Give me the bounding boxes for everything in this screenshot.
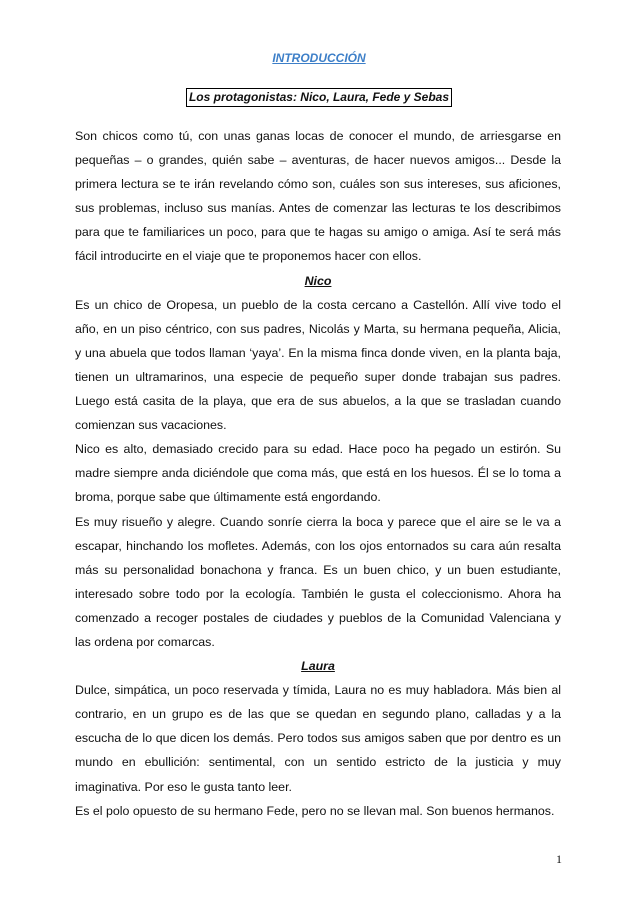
section-heading-laura: Laura [301,659,335,674]
document-subtitle: Los protagonistas: Nico, Laura, Fede y Sebas [186,88,452,107]
intro-paragraph: Son chicos como tú, con unas ganas locas de conocer el mundo, de arriesgarse en pequeñas – o grandes, quién sabe – aventuras, de hacer nuevos amigos... Desde la primera lectura se te irán revelando cómo son, cuáles son sus intereses, sus aficiones, sus problemas, incluso sus manías. Antes de comenzar las lecturas te los describimos para que te familiarices un poco, para que te hagas su amigo o amiga. Así te será más fácil introducirte en el viaje que te proponemos hacer con ellos. [75,129,561,264]
nico-paragraph-1: Es un chico de Oropesa, un pueblo de la costa cercano a Castellón. Allí vive todo el año, en un piso céntrico, con sus padres, Nicolás y Marta, su hermana pequeña, Alicia, y una abuela que todos llaman ‘yaya’. En la misma finca donde viven, en la planta baja, tienen un ultramarinos, una especie de pequeño super donde trabajan sus padres. Luego está casita de la playa, que era de sus abuelos, a la que se trasladan cuando comienzan sus vacaciones. [75,297,561,433]
laura-paragraph-2: Es el polo opuesto de su hermano Fede, pero no se llevan mal. Son buenos hermanos. [75,803,555,818]
document-title: INTRODUCCIÓN [272,51,366,65]
nico-paragraph-3: Es muy risueño y alegre. Cuando sonríe cierra la boca y parece que el aire se le va a escapar, hinchando los mofletes. Además, con los ojos entornados su cara aún resalta más su personalidad bonachona y franca. Es un buen chico, y un buen estudiante, interesado sobre todo por la ecología. También le gusta el coleccionismo. Ahora ha comenzado a recoger postales de ciudades y pueblos de la Comunidad Valenciana y las ordena por comarcas. [75,514,561,649]
nico-paragraph-2: Nico es alto, demasiado crecido para su edad. Hace poco ha pegado un estirón. Su madre siempre anda diciéndole que coma más, que está en los huesos. Él se lo toma a broma, porque sabe que últimamente está engordando. [75,442,561,505]
section-heading-nico: Nico [304,273,332,288]
subtitle-wrapper [0,88,638,107]
laura-paragraph-1: Dulce, simpática, un poco reservada y tímida, Laura no es muy habladora. Más bien al contrario, en un grupo es de las que se quedan en segundo plano, calladas y a la escucha de lo que dicen los demás. Pero todos sus amigos saben que por dentro es un mundo en ebullición: sentimental, con un sentido estricto de la justicia y muy imaginativa. Por eso le gusta tanto leer. [75,683,561,794]
page-number: 1 [556,852,562,866]
document-body [75,124,561,823]
